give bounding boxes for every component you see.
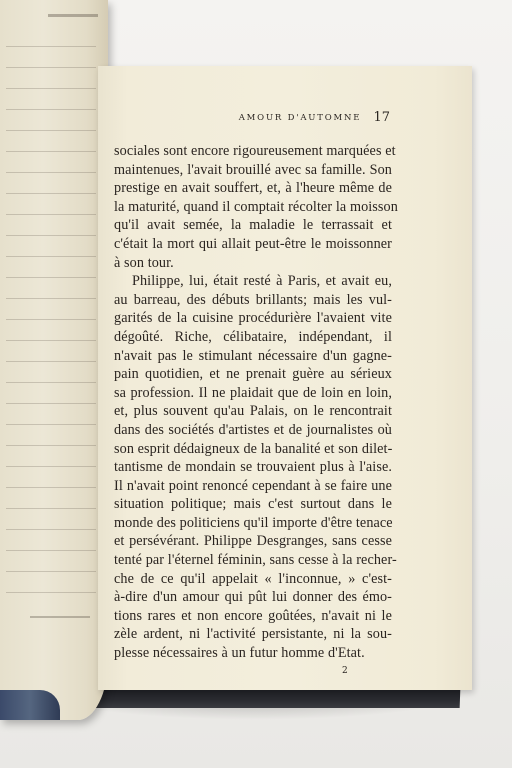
paragraph-2 <box>114 272 397 662</box>
text-line: tenté par l'éternel féminin, sans cesse à la recher- <box>114 552 397 569</box>
text-line: monde des politiciens qu'il importe d'être tenace <box>114 514 393 531</box>
text-line: garités de la cuisine procédurière l'avaient vite <box>114 310 392 327</box>
body-text <box>114 142 398 663</box>
paragraph-1 <box>114 142 398 272</box>
text-line: zèle ardent, ni l'activité persistante, ni la sou- <box>114 626 392 643</box>
text-line: tions rares et non encore goûtées, n'avait ni le <box>114 607 392 624</box>
text-line: prestige en avait souffert, et, à l'heure même de <box>114 180 392 197</box>
text-line: n'avait pas le stimulant nécessaire d'un gagne- <box>114 347 392 364</box>
text-line: tantisme de mondain se trouvaient plus à l'aise. <box>114 459 392 476</box>
text-line: dégoûté. Riche, célibataire, indépendant, il <box>114 328 392 345</box>
text-line: au barreau, des débuts brillants; mais les vul- <box>114 291 392 308</box>
facing-page <box>0 0 108 720</box>
facing-page-running-head <box>48 14 98 17</box>
book-page <box>98 66 472 690</box>
text-line: sociales sont encore rigoureusement marquées et <box>114 143 396 159</box>
text-line: son esprit dédaigneux de la banalité et son dilet- <box>114 440 393 457</box>
text-line: plesse nécessaires à un futur homme d'Etat. <box>114 645 365 662</box>
text-line: pain quotidien, et ne prenait guère au sérieux <box>114 366 392 383</box>
text-line: situation politique; mais c'est surtout dans le <box>114 496 392 513</box>
text-line: maintenues, l'avait brouillé avec sa famille. Son <box>114 161 392 178</box>
text-line: Philippe, lui, était resté à Paris, et avait eu, <box>132 273 392 290</box>
page-number: 17 <box>373 110 390 125</box>
text-line: et, plus souvent qu'au Palais, on le rencontrait <box>114 403 392 420</box>
text-line: c'était la mort qui allait peut-être le moissonner <box>114 235 392 252</box>
text-line: et persévérant. Philippe Desgranges, sans cesse <box>114 533 392 550</box>
text-line: Il n'avait point renoncé cependant à se faire une <box>114 477 392 494</box>
text-line: sa profession. Il ne plaidait que de loin en loin, <box>114 384 392 401</box>
facing-page-text <box>6 46 96 606</box>
text-line: dans des sociétés d'artistes et de journalistes où <box>114 421 392 438</box>
text-line: à-dire d'un amour qui pût lui donner des émo- <box>114 589 392 606</box>
text-line: che de ce qu'il appelait « l'inconnue, » c'est- <box>114 570 392 587</box>
left-cover-corner <box>0 690 60 720</box>
text-line: à son tour. <box>114 254 174 271</box>
text-line: la maturité, quand il comptait récolter la moisson <box>114 198 398 215</box>
signature-mark: 2 <box>342 666 348 676</box>
facing-page-footnote <box>30 616 90 618</box>
text-line: qu'il avait semée, la maladie le terrassait et <box>114 217 392 234</box>
book-cover-edge <box>60 688 461 708</box>
running-head: AMOUR D'AUTOMNE <box>238 113 362 123</box>
